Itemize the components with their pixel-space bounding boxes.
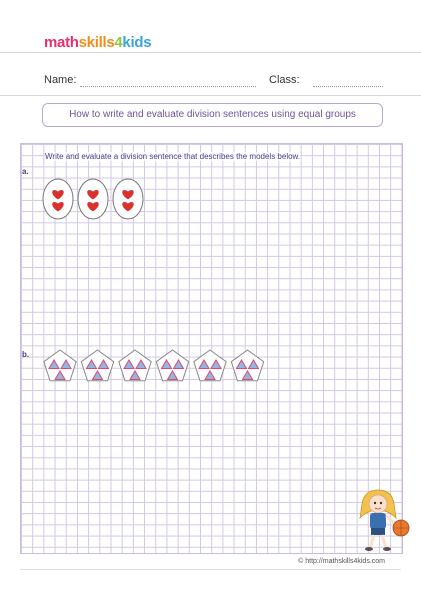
problem-b-label: b.: [22, 350, 30, 359]
divider: [0, 95, 421, 96]
name-line[interactable]: [80, 86, 256, 87]
class-line[interactable]: [313, 86, 383, 87]
footer-rule: [20, 569, 401, 570]
header-rule: [0, 52, 421, 53]
problem-a-label: a.: [22, 167, 29, 176]
name-label: Name:: [44, 74, 77, 86]
girl-basketball-illustration: [352, 486, 414, 554]
logo: [44, 34, 151, 51]
logo-part-4: 4: [114, 34, 123, 51]
instruction-text: Write and evaluate a division sentence that describes the models below.: [45, 152, 301, 161]
class-label: Class:: [269, 74, 300, 86]
copyright-text: © http://mathskills4kids.com: [298, 558, 385, 565]
heart-groups-model: [40, 178, 160, 220]
worksheet-title: How to write and evaluate division sentences using equal groups: [42, 103, 383, 127]
triangle-groups-model: [40, 346, 280, 386]
logo-part-kids: kids: [122, 34, 152, 51]
logo-part-math: math: [44, 34, 79, 51]
logo-part-skills: skills: [78, 34, 115, 51]
